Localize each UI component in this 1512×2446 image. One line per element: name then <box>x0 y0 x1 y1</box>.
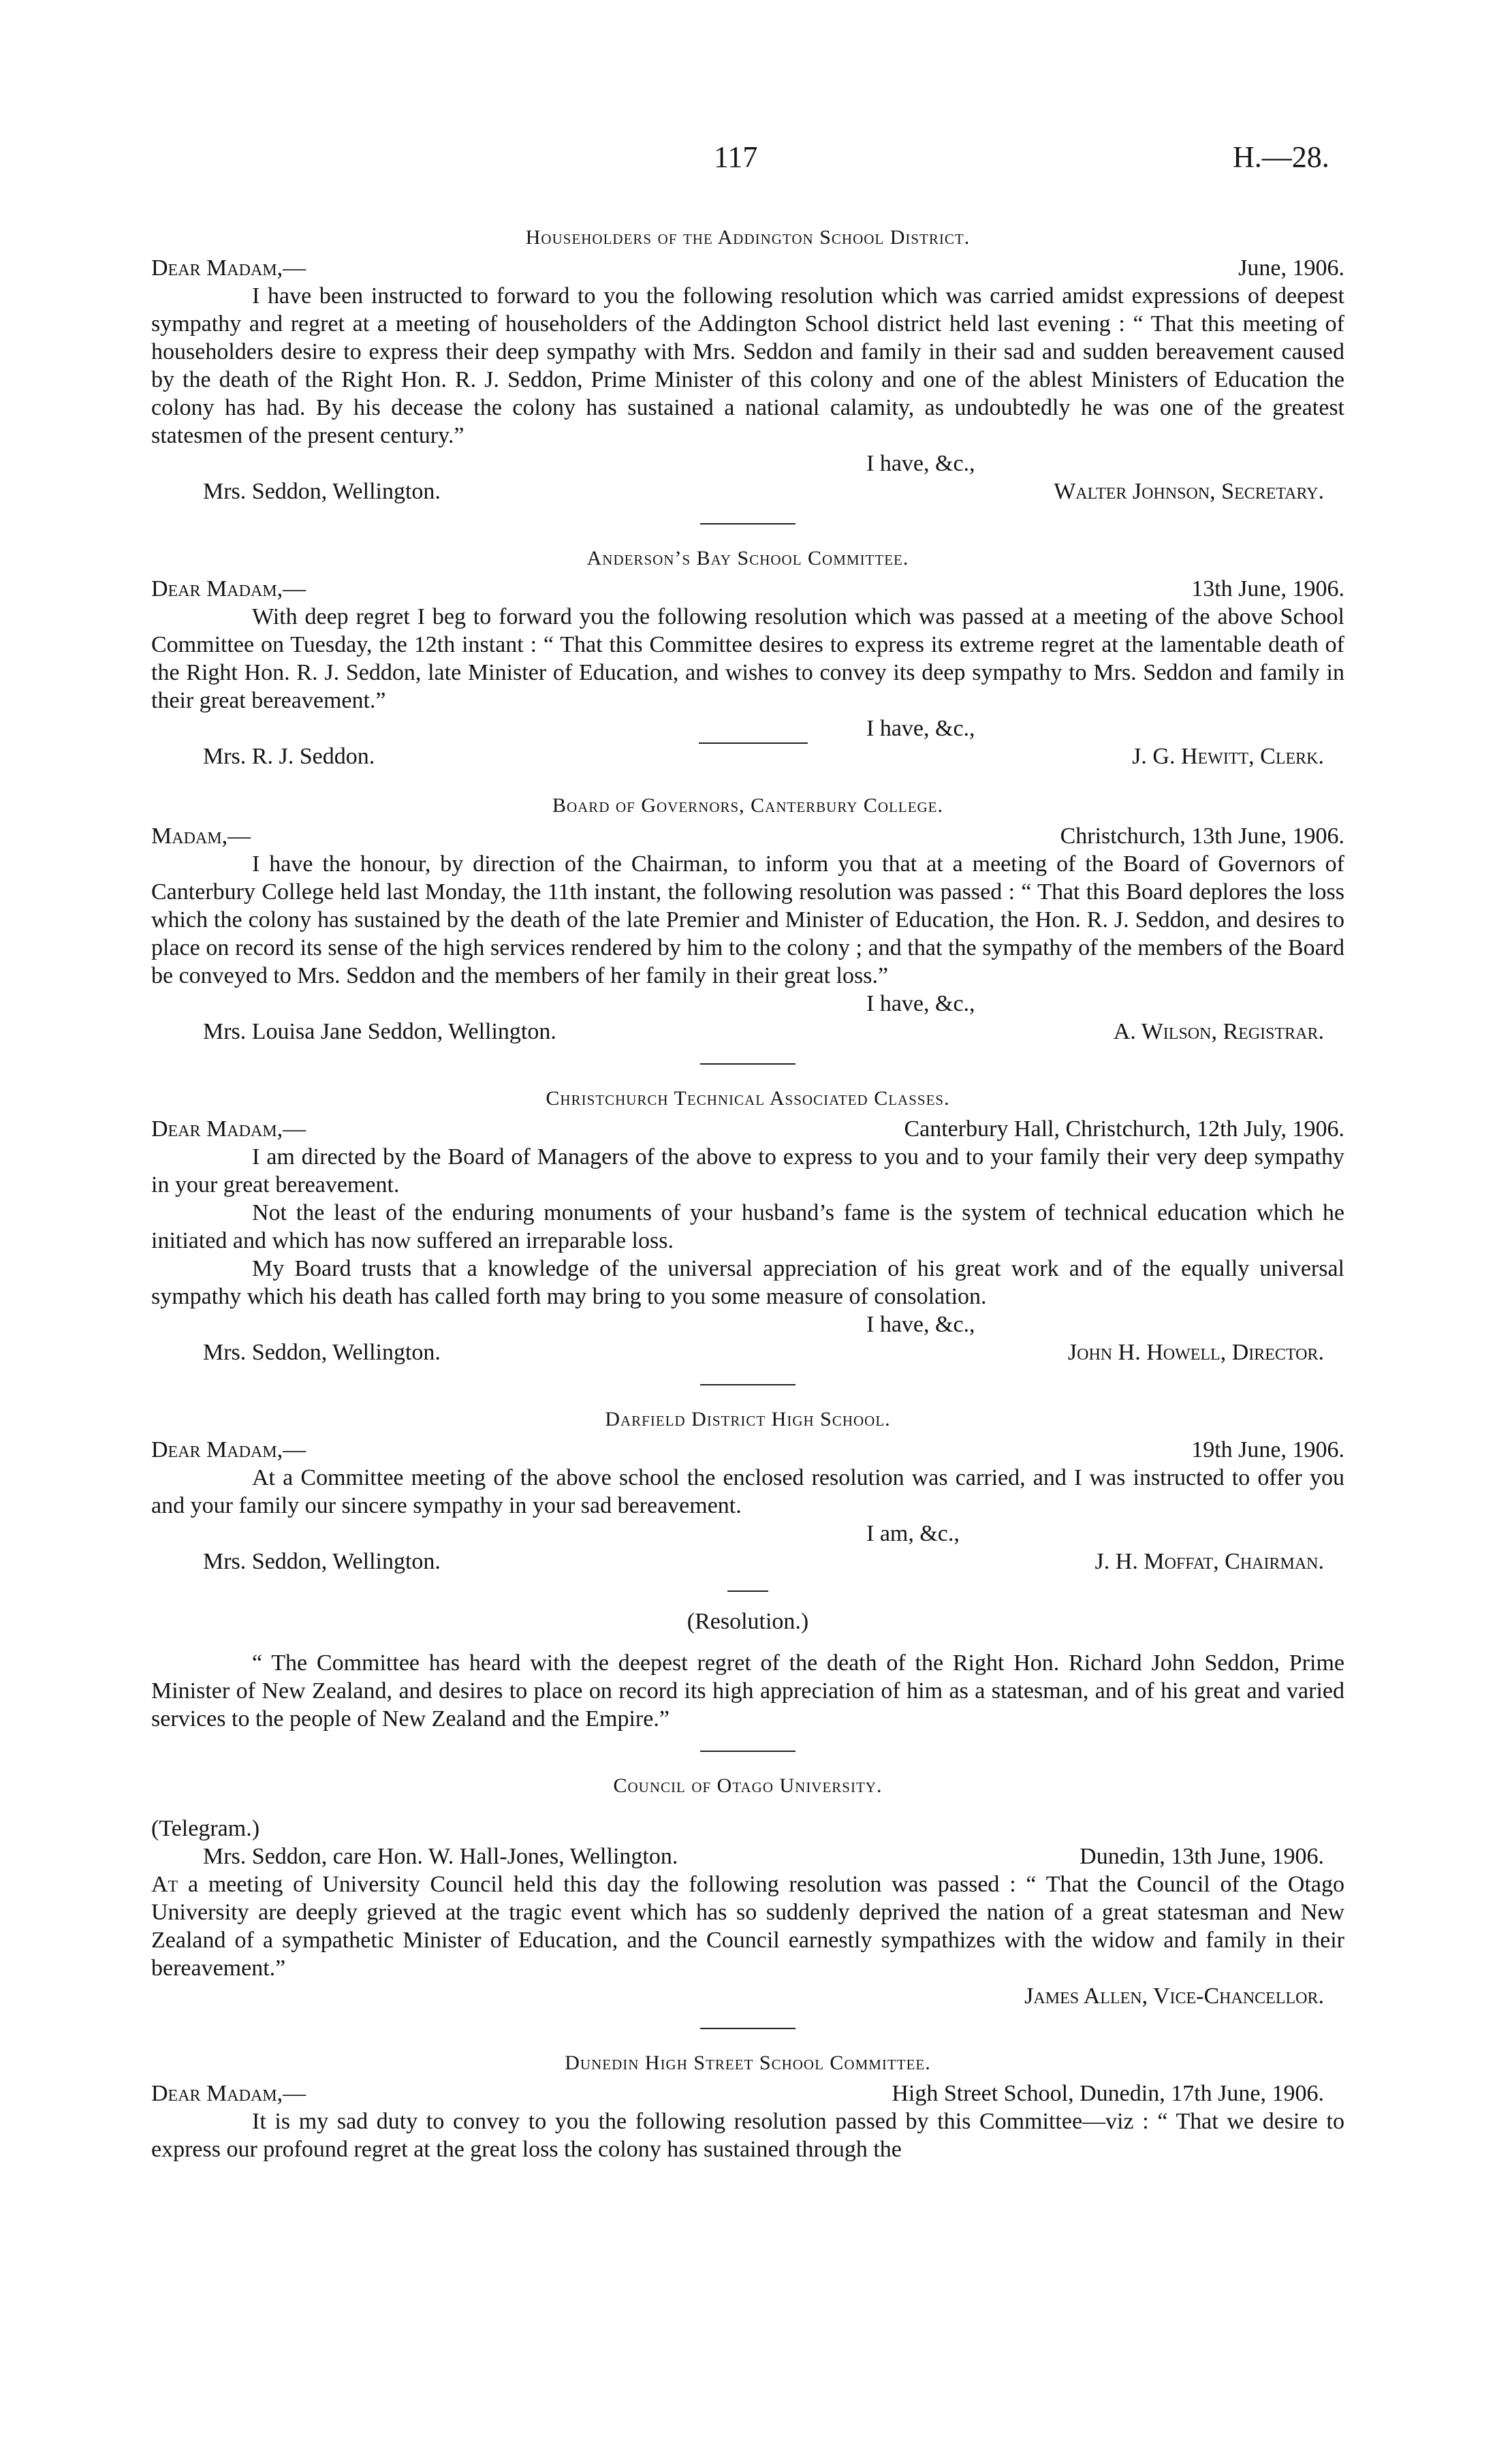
signature-row <box>151 1338 1344 1366</box>
salutation-row <box>151 1436 1344 1464</box>
resolution-text: “ The Committee has heard with the deepest regret of the death of the Right Hon. Richard John Seddon, Prime Minister of New Zealand, and desires to place on record its high appreciation of him as a statesman, and of his great and varied services to the people of New Zealand and the Empire.” <box>151 1650 1344 1731</box>
document-reference: H.—28. <box>1233 140 1329 174</box>
section-heading: Council of Otago University. <box>613 1774 883 1797</box>
signature: J. G. Hewitt, Clerk. <box>1132 744 1324 769</box>
signature: James Allen, Vice-Chancellor. <box>1024 1984 1324 2009</box>
section-divider <box>700 1384 796 1385</box>
closing: I am, &c., <box>866 1521 960 1546</box>
recipient-row <box>151 1843 1344 1870</box>
signature: Walter Johnson, Secretary. <box>1054 479 1324 504</box>
signature-row <box>151 1548 1344 1575</box>
resolution-block <box>151 1607 1344 1733</box>
signature: John H. Howell, Director. <box>1067 1340 1324 1365</box>
resolution-title: (Resolution.) <box>687 1609 809 1634</box>
letter-date: High Street School, Dunedin, 17th June, 1906. <box>892 2081 1324 2106</box>
section-heading: Dunedin High Street School Committee. <box>565 2052 931 2074</box>
recipient: Mrs. Louisa Jane Seddon, Wellington. <box>203 1019 556 1044</box>
signature-row <box>151 1982 1344 2010</box>
letter-canterbury-college <box>151 789 1344 1046</box>
letter-paragraph: At a Committee meeting of the above school the enclosed resolution was carried, and I was instructed to offer you and your family our sincere sympathy in your sad bereavement. <box>151 1465 1344 1518</box>
letter-darfield <box>151 1403 1344 1575</box>
letter-paragraph: My Board trusts that a knowledge of the universal appreciation of his great work and of the equally universal sympathy which his death has called forth may bring to you some measure of consolation. <box>151 1256 1344 1309</box>
section-divider <box>700 2028 796 2029</box>
recipient: Mrs. Seddon, Wellington. <box>203 1549 441 1574</box>
letter-paragraph: I have been instructed to forward to you the following resolution which was carried amidst expressions of deepest sympathy and regret at a meeting of householders of the Addington School district held last evening : “ That this meeting of householders desire to express their deep sympathy with Mrs. Seddon and family in their sad and sudden bereavement caused by the death of the Right Hon. R. J. Seddon, Prime Minister of this colony and one of the ablest Ministers of Education the colony has had. By his decease the colony has sustained a national calamity, as undoubtedly he was one of the greatest statesmen of the present century.” <box>151 283 1344 448</box>
recipient: Mrs. Seddon, Wellington. <box>203 479 441 504</box>
recipient: Mrs. Seddon, Wellington. <box>203 1340 441 1365</box>
salutation: Dear Madam,— <box>151 255 306 281</box>
section-divider <box>700 1751 796 1752</box>
section-heading: Householders of the Addington School District. <box>525 226 971 249</box>
section-heading: Board of Governors, Canterbury College. <box>552 794 944 817</box>
salutation: Madam,— <box>151 824 251 849</box>
letter-paragraph: With deep regret I beg to forward you the following resolution which was passed at a meeting of the above School Committee on Tuesday, the 12th instant : “ That this Committee desires to express its extreme regret at the lamentable death of the Right Hon. R. J. Seddon, late Minister of Education, and wishes to convey its deep sympathy to Mrs. Seddon and family in their great bereavement.” <box>151 604 1344 713</box>
section-heading: Darfield District High School. <box>605 1408 891 1430</box>
telegram-otago <box>151 1770 1344 2010</box>
salutation-row <box>151 254 1344 282</box>
letter-paragraph: Not the least of the enduring monuments of your husband’s fame is the system of technical education which he initiated and which has now suffered an irreparable loss. <box>151 1200 1344 1253</box>
closing: I have, &c., <box>866 991 975 1016</box>
signature-row <box>151 477 1344 505</box>
salutation: Dear Madam,— <box>151 1116 306 1142</box>
section-divider <box>700 1063 796 1065</box>
section-heading: Anderson’s Bay School Committee. <box>586 547 909 569</box>
letter-date: 19th June, 1906. <box>1191 1437 1344 1462</box>
letter-date: June, 1906. <box>1238 255 1344 281</box>
letter-date: 13th June, 1906. <box>1191 576 1344 601</box>
letter-christchurch-technical <box>151 1082 1344 1366</box>
closing: I have, &c., <box>866 716 975 741</box>
salutation-row <box>151 2080 1344 2107</box>
page-number: 117 <box>714 140 758 174</box>
salutation-row <box>151 1115 1344 1143</box>
letter-paragraph <box>151 1870 1344 1982</box>
page-header <box>0 140 1512 181</box>
salutation: Dear Madam,— <box>151 576 306 601</box>
letter-date: Dunedin, 13th June, 1906. <box>1080 1844 1324 1869</box>
closing: I have, &c., <box>866 1312 975 1337</box>
salutation: Dear Madam,— <box>151 1437 306 1462</box>
telegram-label: (Telegram.) <box>151 1816 260 1841</box>
signature: A. Wilson, Registrar. <box>1113 1019 1324 1044</box>
inline-divider <box>699 742 808 744</box>
letter-addington <box>151 221 1344 505</box>
salutation: Dear Madam,— <box>151 2081 306 2106</box>
section-heading: Christchurch Technical Associated Classes. <box>546 1087 950 1110</box>
letter-dunedin <box>151 2047 1344 2163</box>
section-divider <box>700 523 796 524</box>
letter-date: Canterbury Hall, Christchurch, 12th July, 1906. <box>904 1116 1344 1142</box>
closing: I have, &c., <box>866 451 975 476</box>
document-body <box>151 221 1344 2163</box>
signature-row <box>151 1018 1344 1046</box>
recipient: Mrs. Seddon, care Hon. W. Hall-Jones, Wellington. <box>203 1844 678 1869</box>
signature-row <box>151 742 1344 770</box>
recipient: Mrs. R. J. Seddon. <box>203 744 375 769</box>
paragraph-text: a meeting of University Council held this day the following resolution was passed : “ That the Council of the Otago University are deeply grieved at the tragic event which has so suddenly deprived the nation of a great statesman and New Zealand of a sympathetic Minister of Education, and the Council earnestly sympathizes with the widow and family in their bereavement.” <box>151 1872 1344 1981</box>
salutation-row <box>151 575 1344 603</box>
letter-paragraph: I am directed by the Board of Managers of the above to express to you and to your family their very deep sympathy in your great bereavement. <box>151 1144 1344 1197</box>
letter-date: Christchurch, 13th June, 1906. <box>1060 824 1344 849</box>
letter-paragraph: I have the honour, by direction of the Chairman, to inform you that at a meeting of the Board of Governors of Canterbury College held last Monday, the 11th instant, the following resolution was passed : “ That this Board deplores the loss which the colony has sustained by the death of the late Premier and Minister of Education, the Hon. R. J. Seddon, and desires to place on record its sense of the high services rendered by him to the colony ; and that the sympathy of the members of the Board be conveyed to Mrs. Seddon and the members of her family in their great loss.” <box>151 851 1344 988</box>
salutation-row <box>151 822 1344 850</box>
section-divider <box>727 1590 768 1592</box>
signature: J. H. Moffat, Chairman. <box>1094 1549 1324 1574</box>
letter-paragraph: It is my sad duty to convey to you the following resolution passed by this Committee—viz : “ That we desire to express our profound regret at the great loss the colony has sustained through the <box>151 2109 1344 2162</box>
letter-andersons-bay <box>151 542 1344 770</box>
lead-word: At <box>151 1872 178 1897</box>
